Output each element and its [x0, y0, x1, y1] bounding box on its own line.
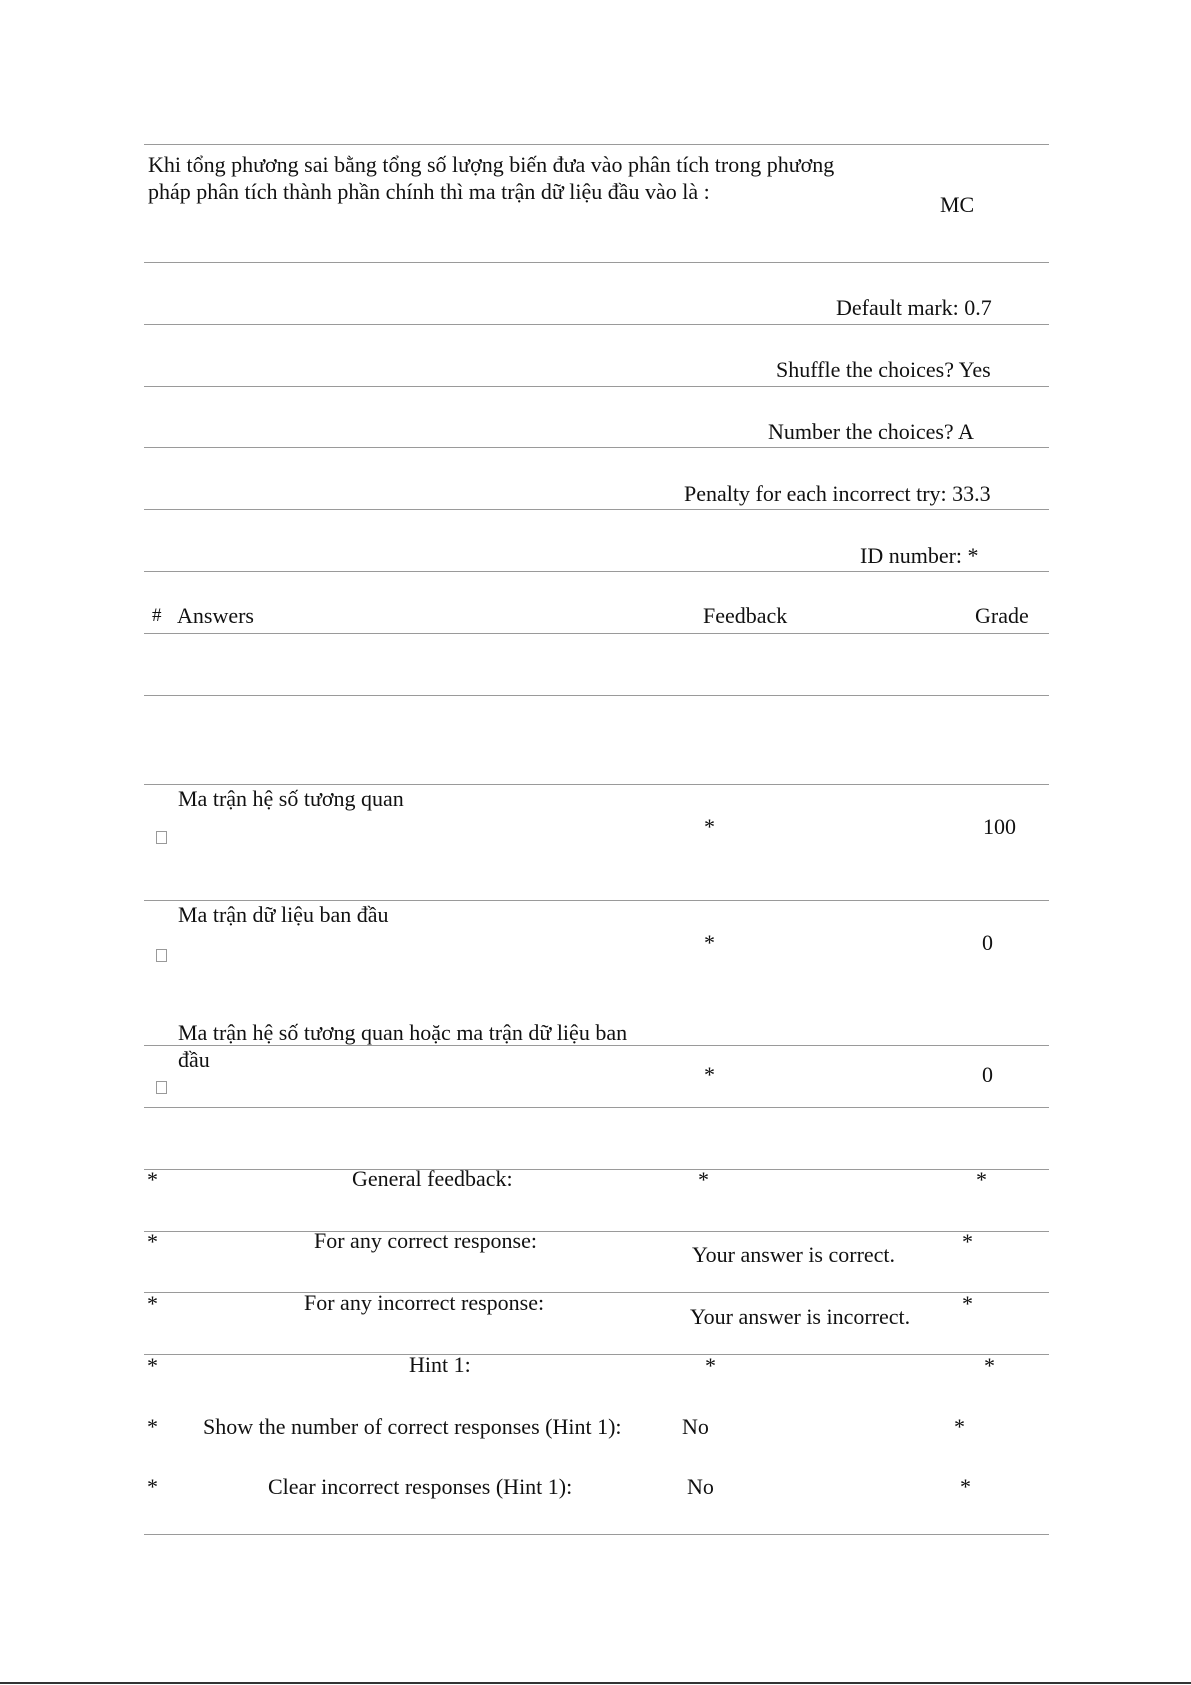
row-end-marker: * [962, 1229, 973, 1254]
answer-checkbox[interactable] [156, 831, 167, 844]
rule [144, 1231, 1049, 1232]
column-number: # [152, 605, 162, 626]
default-mark: Default mark: 0.7 [836, 295, 992, 320]
row-end-marker: * [984, 1353, 995, 1378]
answer-checkbox[interactable] [156, 1081, 167, 1094]
rule [144, 1534, 1049, 1535]
rule [144, 447, 1049, 448]
feedback-value: * [705, 1353, 716, 1378]
answer-grade: 100 [983, 814, 1016, 839]
id-number: ID number: * [860, 543, 979, 568]
feedback-value: Your answer is incorrect. [690, 1304, 911, 1329]
row-end-marker: * [962, 1291, 973, 1316]
row-marker: * [147, 1353, 158, 1378]
answer-text-line-1: Ma trận hệ số tương quan hoặc ma trận dữ liệu ban [178, 1020, 628, 1045]
feedback-label: For any correct response: [314, 1228, 537, 1253]
rule [144, 262, 1049, 263]
answer-text: Ma trận hệ số tương quan [178, 786, 404, 811]
rule [144, 386, 1049, 387]
feedback-label: Clear incorrect responses (Hint 1): [268, 1474, 573, 1499]
rule [144, 509, 1049, 510]
feedback-value: Your answer is correct. [692, 1242, 896, 1267]
feedback-label: Show the number of correct responses (Hint 1): [203, 1414, 622, 1439]
rule [144, 324, 1049, 325]
answer-feedback: * [704, 930, 715, 955]
rule [144, 633, 1049, 634]
answer-grade: 0 [982, 1062, 993, 1087]
rule [144, 1354, 1049, 1355]
row-marker: * [147, 1474, 158, 1499]
rule [144, 784, 1049, 785]
feedback-value: * [698, 1167, 709, 1192]
row-end-marker: * [976, 1167, 987, 1192]
row-end-marker: * [954, 1414, 965, 1439]
rule [144, 695, 1049, 696]
feedback-label: For any incorrect response: [304, 1290, 545, 1315]
penalty-setting: Penalty for each incorrect try: 33.3 [684, 481, 991, 506]
row-marker: * [147, 1229, 158, 1254]
rule [144, 571, 1049, 572]
column-feedback: Feedback [703, 603, 788, 628]
answer-text: Ma trận dữ liệu ban đầu [178, 902, 389, 927]
rule [144, 1292, 1049, 1293]
column-answers: Answers [177, 603, 254, 628]
row-marker: * [147, 1291, 158, 1316]
feedback-value: No [682, 1414, 709, 1439]
row-end-marker: * [960, 1474, 971, 1499]
question-text-line-2: pháp phân tích thành phần chính thì ma trận dữ liệu đầu vào là : [148, 179, 710, 204]
answer-grade: 0 [982, 930, 993, 955]
page-bottom-rule [0, 1682, 1191, 1684]
answer-feedback: * [704, 814, 715, 839]
feedback-label: General feedback: [352, 1166, 513, 1191]
question-type: MC [940, 192, 975, 217]
answer-text-line-2: đầu [178, 1047, 210, 1072]
question-text-line-1: Khi tổng phương sai bằng tổng số lượng biến đưa vào phân tích trong phương [148, 152, 835, 177]
feedback-value: No [687, 1474, 714, 1499]
row-marker: * [147, 1167, 158, 1192]
answer-checkbox[interactable] [156, 949, 167, 962]
rule [144, 1169, 1049, 1170]
rule [144, 900, 1049, 901]
feedback-label: Hint 1: [409, 1352, 471, 1377]
column-grade: Grade [975, 603, 1029, 628]
number-choices-setting: Number the choices? A [768, 419, 974, 444]
row-marker: * [147, 1414, 158, 1439]
shuffle-setting: Shuffle the choices? Yes [776, 357, 991, 382]
answer-feedback: * [704, 1062, 715, 1087]
rule [144, 1107, 1049, 1108]
rule-top [144, 144, 1049, 145]
